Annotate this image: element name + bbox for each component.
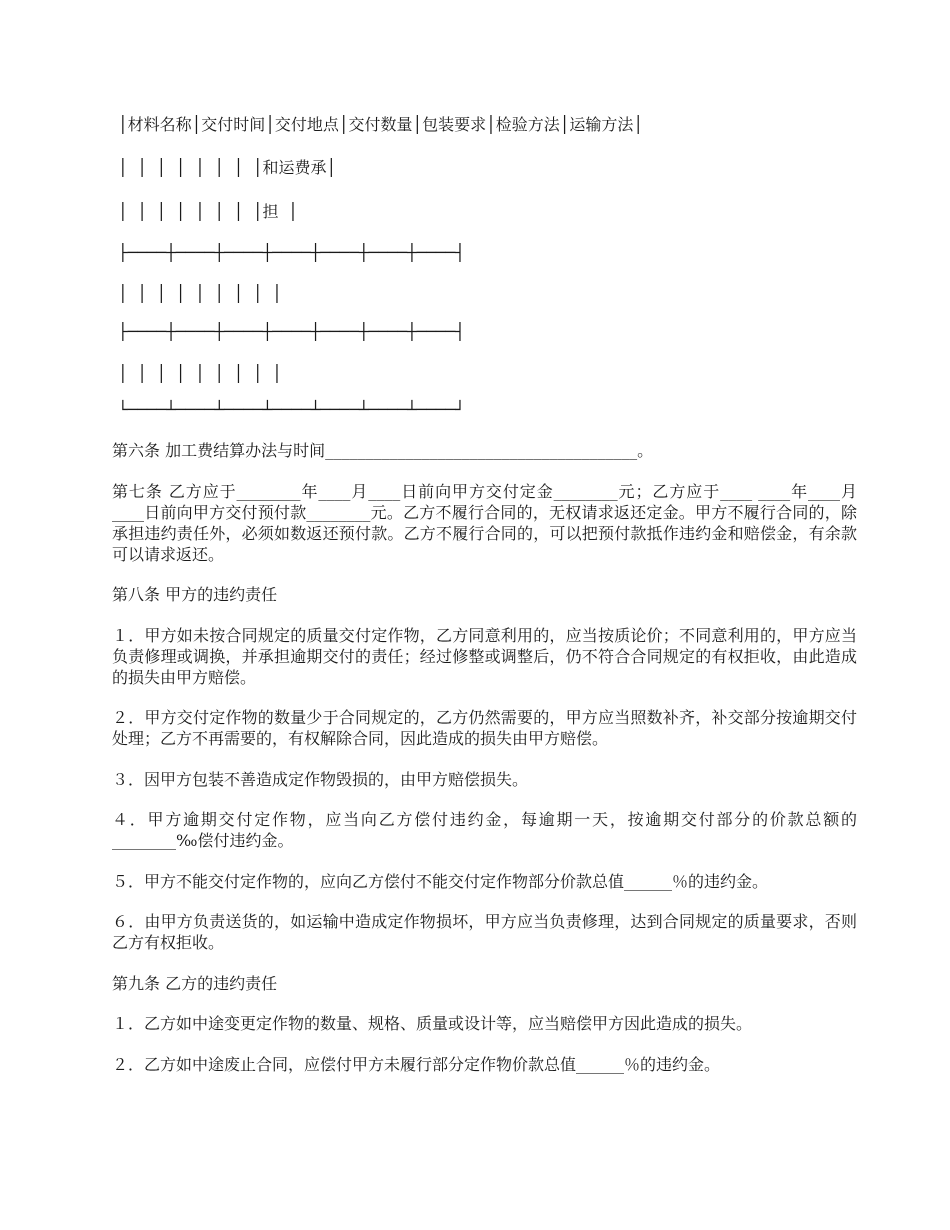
table-separator: ├────┼────┼────┼────┼────┼────┼────┤	[118, 322, 465, 341]
article-8-heading: 第八条 甲方的违约责任	[112, 585, 278, 604]
table-separator: ├────┼────┼────┼────┼────┼────┼────┤	[118, 243, 465, 262]
table-row: │ │ │ │ │ │ │ │和运费承│	[118, 158, 337, 177]
table-row: │ │ │ │ │ │ │ │ │	[118, 364, 282, 383]
article-9-heading: 第九条 乙方的违约责任	[112, 973, 278, 993]
article-8-item-5: ５．甲方不能交付定作物的，应向乙方偿付不能交付定作物部分价款总值______％的违约金。	[112, 871, 769, 891]
article-6: 第六条 加工费结算办法与时间_______________________________________。	[112, 441, 654, 460]
article-9-item-1: １．乙方如中途变更定作物的数量、规格、质量或设计等，应当赔偿甲方因此造成的损失。	[112, 1014, 753, 1033]
table-row: │ │ │ │ │ │ │ │ │	[118, 284, 282, 303]
table-row: │ │ │ │ │ │ │ │担 │	[118, 202, 298, 221]
article-7: 第七条 乙方应于________年____月____日前向甲方交付定金________元；乙方应于____ ____年____月____日前向甲方交付预付款________元。乙方不履行合同的，无权请求返还定金。甲方不履行合同的，除承担违约责任外，必须如数返还预付款。乙方不履行合同的，可以把预付款抵作违约金和赔偿金，有余款可以请求返还。	[112, 481, 857, 564]
article-8-item-3: ３．因甲方包装不善造成定作物毁损的，由甲方赔偿损失。	[112, 769, 529, 789]
article-9-item-2: ２．乙方如中途废止合同，应偿付甲方未履行部分定作物价款总值______％的违约金。	[112, 1054, 721, 1074]
article-8-item-1: １．甲方如未按合同规定的质量交付定作物，乙方同意利用的，应当按质论价；不同意利用的，甲方应当负责修理或调换，并承担逾期交付的责任；经过修整或调整后，仍不符合合同规定的有权拒收，由此造成的损失由甲方赔偿。	[112, 625, 857, 687]
table-bottom-border: └────┴────┴────┴────┴────┴────┴────┘	[118, 400, 465, 419]
article-8-item-2: ２．甲方交付定作物的数量少于合同规定的，乙方仍然需要的，甲方应当照数补齐，补交部分按逾期交付处理；乙方不再需要的，有权解除合同，因此造成的损失由甲方赔偿。	[112, 708, 857, 748]
contract-body	[112, 440, 857, 1094]
article-8-item-4: ４．甲方逾期交付定作物，应当向乙方偿付违约金，每逾期一天，按逾期交付部分的价款总额的________‰偿付违约金。	[112, 810, 857, 850]
article-8-item-6: ６．由甲方负责送货的，如运输中造成定作物损坏，甲方应当负责修理，达到合同规定的质量要求，否则乙方有权拒收。	[112, 912, 857, 952]
table-header-row: │材料名称│交付时间│交付地点│交付数量│包装要求│检验方法│运输方法│	[118, 115, 644, 134]
